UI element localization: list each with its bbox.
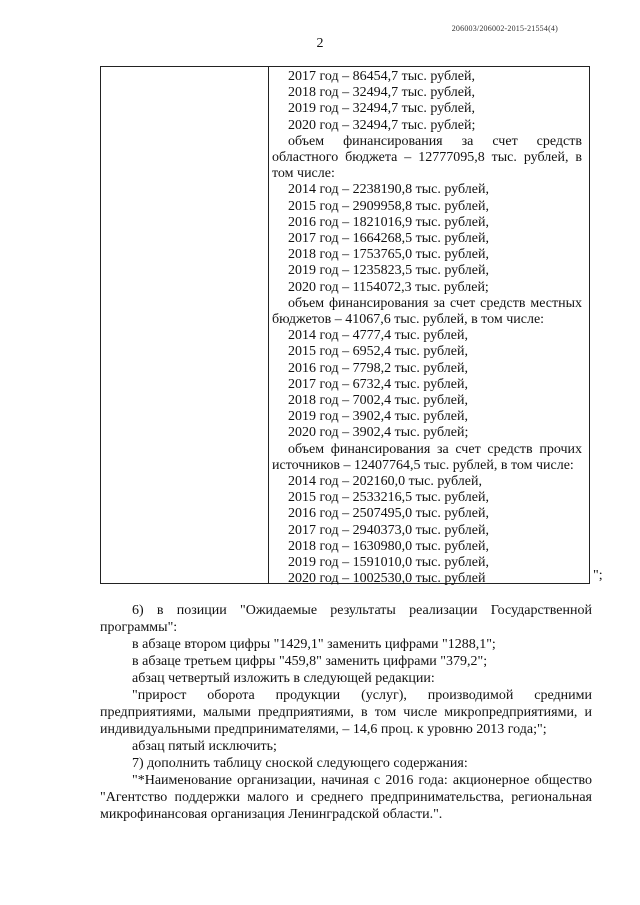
- regional-budget-text: объем финансирования за счет средств областного бюджета – 12777095,8 тыс. рублей, в том числе:: [272, 133, 582, 182]
- item-6: 6) в позиции "Ожидаемые результаты реализации Государственной программы":: [100, 603, 592, 635]
- page-number: 2: [316, 36, 324, 51]
- year-line: 2015 год – 2909958,8 тыс. рублей,: [288, 198, 489, 214]
- other-years-list: [272, 474, 582, 587]
- regional-years-list: [272, 182, 582, 295]
- item-6-d: абзац пятый исключить;: [132, 739, 277, 754]
- year-line: 2016 год – 2507495,0 тыс. рублей,: [288, 506, 489, 522]
- amendments-text: [100, 602, 592, 823]
- financing-table: [100, 66, 590, 587]
- table-right-cell: [272, 69, 582, 588]
- item-6-a: в абзаце втором цифры "1429,1" заменить цифрами "1288,1";: [132, 637, 496, 652]
- year-line: 2016 год – 7798,2 тыс. рублей,: [288, 360, 468, 376]
- year-line: 2017 год – 1664268,5 тыс. рублей,: [288, 231, 489, 247]
- year-line: 2014 год – 2238190,8 тыс. рублей,: [288, 182, 489, 198]
- year-line: 2019 год – 32494,7 тыс. рублей,: [288, 101, 475, 117]
- year-line: 2018 год – 1753765,0 тыс. рублей,: [288, 247, 489, 263]
- item-6-c: абзац четвертый изложить в следующей редакции:: [132, 671, 435, 686]
- year-line: 2017 год – 86454,7 тыс. рублей,: [288, 69, 475, 84]
- year-line: 2017 год – 6732,4 тыс. рублей,: [288, 376, 468, 392]
- year-line: 2015 год – 2533216,5 тыс. рублей,: [288, 490, 489, 506]
- item-6-quote: "прирост оборота продукции (услуг), производимой средними предприятиями, малыми предприятиями, в том числе микропредприятиями, и индивидуальными предпринимателями, – 14,6 проц. к уровню 2013 года;";: [100, 688, 592, 737]
- local-years-list: [272, 328, 582, 441]
- local-budget-text: объем финансирования за счет средств местных бюджетов – 41067,6 тыс. рублей, в том числе:: [272, 295, 582, 328]
- item-7-quote: "*Наименование организации, начиная с 2016 года: акционерное общество "Агентство поддержки малого и среднего предпринимательства, региональная микрофинансовая организация Ленинградской области.".: [100, 773, 592, 822]
- year-line: 2017 год – 2940373,0 тыс. рублей,: [288, 522, 489, 538]
- year-line: 2020 год – 32494,7 тыс. рублей;: [288, 117, 476, 133]
- year-line: 2016 год – 1821016,9 тыс. рублей,: [288, 214, 489, 230]
- item-7: 7) дополнить таблицу сноской следующего содержания:: [132, 756, 468, 771]
- year-line: 2014 год – 202160,0 тыс. рублей,: [288, 474, 482, 490]
- other-sources-text: объем финансирования за счет средств прочих источников – 12407764,5 тыс. рублей, в том числе:: [272, 441, 582, 473]
- year-line: 2019 год – 1235823,5 тыс. рублей,: [288, 263, 489, 279]
- year-line: 2020 год – 1154072,3 тыс. рублей;: [288, 279, 489, 295]
- table-column-divider: [268, 67, 269, 583]
- year-line: 2018 год – 32494,7 тыс. рублей,: [288, 85, 475, 101]
- closing-quote: ";: [593, 568, 603, 583]
- year-line: 2018 год – 1630980,0 тыс. рублей,: [288, 538, 489, 554]
- year-line: 2014 год – 4777,4 тыс. рублей,: [288, 328, 468, 344]
- year-line: 2015 год – 6952,4 тыс. рублей,: [288, 344, 468, 360]
- year-line: 2018 год – 7002,4 тыс. рублей,: [288, 393, 468, 409]
- federal-years-list: [272, 69, 582, 134]
- year-line: 2019 год – 1591010,0 тыс. рублей,: [288, 555, 489, 571]
- year-line: 2020 год – 1002530,0 тыс. рублей: [288, 571, 486, 587]
- year-line: 2019 год – 3902,4 тыс. рублей,: [288, 409, 468, 425]
- item-6-b: в абзаце третьем цифры "459,8" заменить цифрами "379,2";: [132, 654, 488, 669]
- year-line: 2020 год – 3902,4 тыс. рублей;: [288, 425, 469, 441]
- document-code: 206003/206002-2015-21554(4): [451, 24, 558, 33]
